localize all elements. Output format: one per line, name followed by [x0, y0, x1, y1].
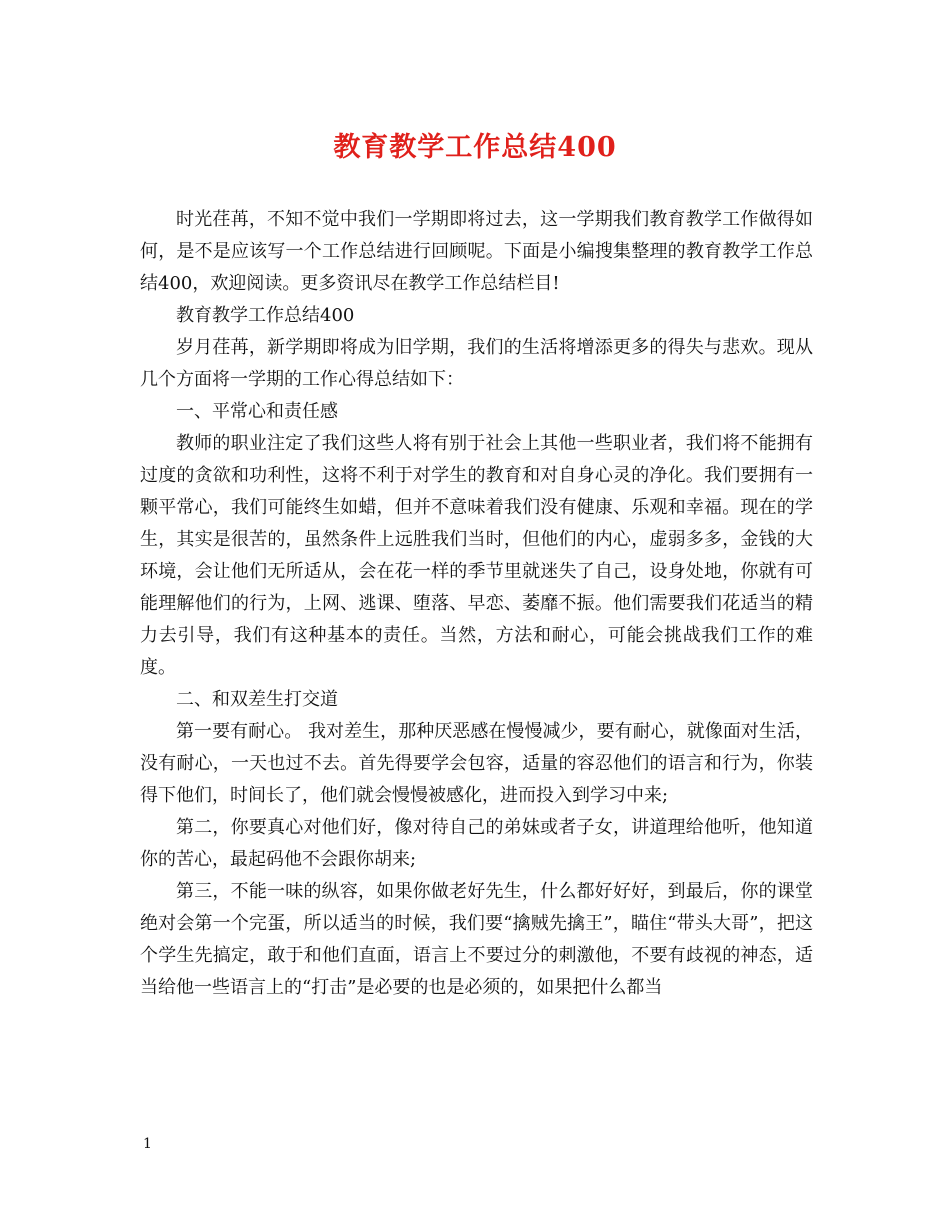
document-title: 教育教学工作总结400 [333, 132, 617, 163]
paragraph-opening: 岁月荏苒，新学期即将成为旧学期，我们的生活将增添更多的得失与悲欢。现从几个方面将一学期的工作心得总结如下： [140, 337, 813, 390]
paragraph-section-1: 教师的职业注定了我们这些人将有别于社会上其他一些职业者，我们将不能拥有过度的贪欲和功利性，这将不利于对学生的教育和对自身心灵的净化。我们要拥有一颗平常心，我们可能终生如蜡，但并不意味着我们没有健康、乐观和幸福。现在的学生，其实是很苦的，虽然条件上远胜我们当时，但他们的内心，虚弱多多，金钱的大环境，会让他们无所适从，会在花一样的季节里就迷失了自己，设身处地，你就有可能理解他们的行为，上网、逃课、堕落、早恋、萎靡不振。他们需要我们花适当的精力去引导，我们有这种基本的责任。当然，方法和耐心，可能会挑战我们工作的难度。 [140, 433, 813, 678]
section-heading-2: 二、和双差生打交道 [176, 689, 338, 710]
paragraph-intro: 时光荏苒，不知不觉中我们一学期即将过去，这一学期我们教育教学工作做得如何，是不是应该写一个工作总结进行回顾呢。下面是小编搜集整理的教育教学工作总结400，欢迎阅读。更多资讯尽在教学工作总结栏目! [140, 209, 813, 294]
paragraph-point-1: 第一要有耐心。 我对差生，那种厌恶感在慢慢减少，要有耐心，就像面对生活，没有耐心，一天也过不去。首先得要学会包容，适量的容忍他们的语言和行为，你装得下他们，时间长了，他们就会慢慢被感化，进而投入到学习中来; [140, 721, 813, 806]
document-body [140, 204, 813, 1004]
paragraph-point-3: 第三，不能一味的纵容，如果你做老好先生，什么都好好好，到最后，你的课堂绝对会第一个完蛋，所以适当的时候，我们要“擒贼先擒王”，瞄住“带头大哥”，把这个学生先搞定，敢于和他们直面，语言上不要过分的刺激他，不要有歧视的神态，适当给他一些语言上的“打击”是必要的也是必须的，如果把什么都当 [140, 881, 813, 998]
page-number: 1 [143, 1136, 152, 1152]
paragraph-point-2: 第二，你要真心对他们好，像对待自己的弟妹或者子女，讲道理给他听，他知道你的苦心，最起码他不会跟你胡来; [140, 817, 813, 870]
paragraph-subtitle: 教育教学工作总结400 [176, 305, 355, 326]
section-heading-1: 一、平常心和责任感 [176, 401, 338, 422]
